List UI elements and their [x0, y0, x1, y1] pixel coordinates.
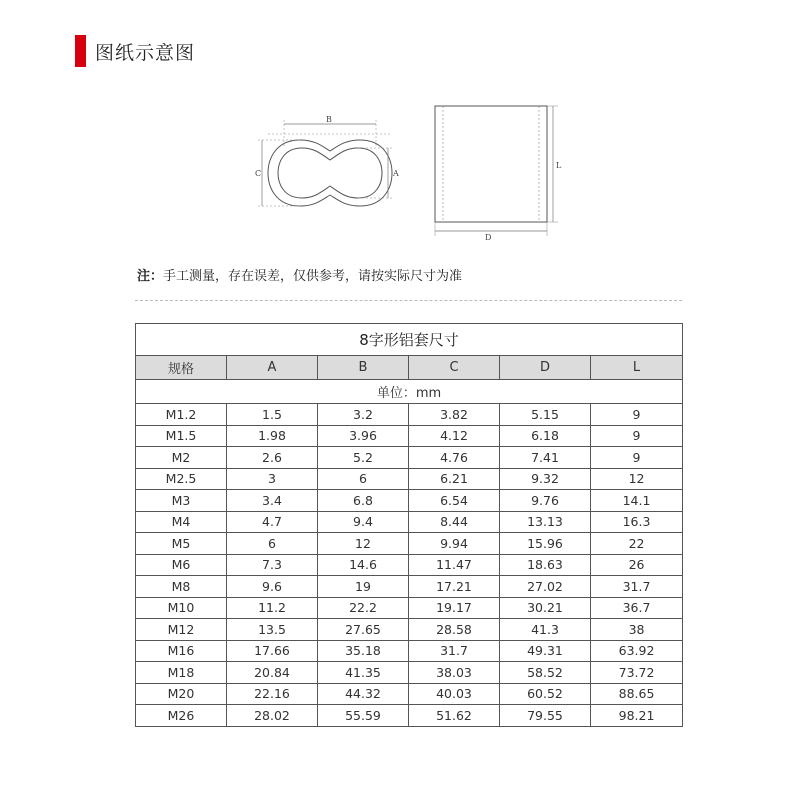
table-cell: 41.3: [500, 619, 591, 641]
table-cell: M16: [136, 640, 227, 662]
table-cell: 11.2: [227, 597, 318, 619]
table-cell: 28.58: [409, 619, 500, 641]
table-cell: 63.92: [591, 640, 683, 662]
table-cell: 30.21: [500, 597, 591, 619]
table-cell: 41.35: [318, 662, 409, 684]
table-cell: 38.03: [409, 662, 500, 684]
table-cell: 3.2: [318, 404, 409, 426]
table-cell: M10: [136, 597, 227, 619]
table-cell: 5.2: [318, 447, 409, 469]
table-cell: 9.4: [318, 511, 409, 533]
table-cell: 7.3: [227, 554, 318, 576]
table-cell: 27.02: [500, 576, 591, 598]
table-cell: 88.65: [591, 683, 683, 705]
table-cell: 9.94: [409, 533, 500, 555]
table-cell: M12: [136, 619, 227, 641]
table-cell: 8.44: [409, 511, 500, 533]
label-l: L: [556, 161, 562, 170]
table-cell: 27.65: [318, 619, 409, 641]
drawing-svg: [250, 98, 570, 246]
table-cell: M5: [136, 533, 227, 555]
table-cell: 15.96: [500, 533, 591, 555]
table-cell: 16.3: [591, 511, 683, 533]
table-cell: M2: [136, 447, 227, 469]
note-prefix: 注：: [137, 269, 164, 284]
table-cell: 9: [591, 447, 683, 469]
table-cell: 6.8: [318, 490, 409, 512]
table-cell: 36.7: [591, 597, 683, 619]
table-cell: 98.21: [591, 705, 683, 727]
spec-table: [135, 323, 683, 727]
table-cell: 6: [227, 533, 318, 555]
table-cell: 22.16: [227, 683, 318, 705]
table-cell: M2.5: [136, 468, 227, 490]
table-row: [136, 533, 683, 555]
accent-bar: [75, 35, 86, 67]
table-cell: 4.12: [409, 425, 500, 447]
table-cell: 3: [227, 468, 318, 490]
note-text: 手工测量，存在误差，仅供参考，请按实际尺寸为准: [163, 269, 463, 284]
table-cell: 14.6: [318, 554, 409, 576]
table-cell: M1.5: [136, 425, 227, 447]
table-cell: 3.96: [318, 425, 409, 447]
dotted-divider: [135, 300, 682, 301]
label-a: A: [393, 169, 399, 178]
table-cell: 13.13: [500, 511, 591, 533]
table-cell: M3: [136, 490, 227, 512]
table-row: [136, 576, 683, 598]
table-cell: 9: [591, 425, 683, 447]
table-cell: M20: [136, 683, 227, 705]
table-cell: 55.59: [318, 705, 409, 727]
table-cell: 6.18: [500, 425, 591, 447]
table-cell: 20.84: [227, 662, 318, 684]
col-header-b: B: [318, 356, 409, 380]
table-cell: 9.6: [227, 576, 318, 598]
table-cell: M18: [136, 662, 227, 684]
table-cell: 31.7: [409, 640, 500, 662]
table-cell: 4.7: [227, 511, 318, 533]
table-cell: 73.72: [591, 662, 683, 684]
side-view: [435, 106, 558, 236]
table-cell: 6.21: [409, 468, 500, 490]
table-cell: 1.98: [227, 425, 318, 447]
table-cell: 4.76: [409, 447, 500, 469]
table-cell: 35.18: [318, 640, 409, 662]
table-title-row: [136, 324, 683, 356]
table-cell: 9: [591, 404, 683, 426]
table-cell: 3.82: [409, 404, 500, 426]
table-cell: 12: [318, 533, 409, 555]
table-cell: 1.5: [227, 404, 318, 426]
table-row: [136, 683, 683, 705]
table-cell: 22: [591, 533, 683, 555]
table-cell: 22.2: [318, 597, 409, 619]
table-row: [136, 490, 683, 512]
table-cell: 13.5: [227, 619, 318, 641]
table-unit: 单位：mm: [136, 380, 683, 404]
table-cell: 5.15: [500, 404, 591, 426]
table-cell: 19.17: [409, 597, 500, 619]
col-header-c: C: [409, 356, 500, 380]
technical-drawing: [250, 98, 570, 246]
table-row: [136, 425, 683, 447]
table-header-row: [136, 356, 683, 380]
table-cell: 9.76: [500, 490, 591, 512]
table-cell: M4: [136, 511, 227, 533]
measurement-note: [137, 265, 462, 284]
table-cell: M8: [136, 576, 227, 598]
table-cell: 51.62: [409, 705, 500, 727]
table-cell: 38: [591, 619, 683, 641]
table-unit-row: [136, 380, 683, 404]
table-cell: M1.2: [136, 404, 227, 426]
table-cell: 12: [591, 468, 683, 490]
section-header: [75, 35, 195, 67]
col-header-spec: 规格: [136, 356, 227, 380]
table-cell: 28.02: [227, 705, 318, 727]
table-cell: 19: [318, 576, 409, 598]
table-row: [136, 597, 683, 619]
table-row: [136, 447, 683, 469]
table-cell: 7.41: [500, 447, 591, 469]
table-cell: 31.7: [591, 576, 683, 598]
table-cell: 79.55: [500, 705, 591, 727]
table-cell: 14.1: [591, 490, 683, 512]
col-header-l: L: [591, 356, 683, 380]
table-cell: 17.21: [409, 576, 500, 598]
label-c: C: [255, 169, 262, 178]
table-cell: 6.54: [409, 490, 500, 512]
col-header-d: D: [500, 356, 591, 380]
table-cell: 26: [591, 554, 683, 576]
table-cell: M6: [136, 554, 227, 576]
table-title: 8字形铝套尺寸: [136, 324, 683, 356]
table-cell: 60.52: [500, 683, 591, 705]
table-row: [136, 468, 683, 490]
table-row: [136, 640, 683, 662]
table-row: [136, 662, 683, 684]
table-cell: 40.03: [409, 683, 500, 705]
section-title: 图纸示意图: [95, 41, 196, 64]
table-cell: 17.66: [227, 640, 318, 662]
label-d: D: [485, 233, 492, 242]
col-header-a: A: [227, 356, 318, 380]
table-cell: 3.4: [227, 490, 318, 512]
table-cell: 18.63: [500, 554, 591, 576]
table-row: [136, 511, 683, 533]
table-row: [136, 619, 683, 641]
table-cell: 58.52: [500, 662, 591, 684]
table-row: [136, 554, 683, 576]
front-view: [258, 120, 394, 206]
table-cell: 44.32: [318, 683, 409, 705]
table-cell: 49.31: [500, 640, 591, 662]
table-row: [136, 404, 683, 426]
table-cell: 11.47: [409, 554, 500, 576]
table-cell: M26: [136, 705, 227, 727]
table-row: [136, 705, 683, 727]
table-cell: 6: [318, 468, 409, 490]
label-b: B: [326, 115, 332, 124]
table-cell: 2.6: [227, 447, 318, 469]
table-cell: 9.32: [500, 468, 591, 490]
